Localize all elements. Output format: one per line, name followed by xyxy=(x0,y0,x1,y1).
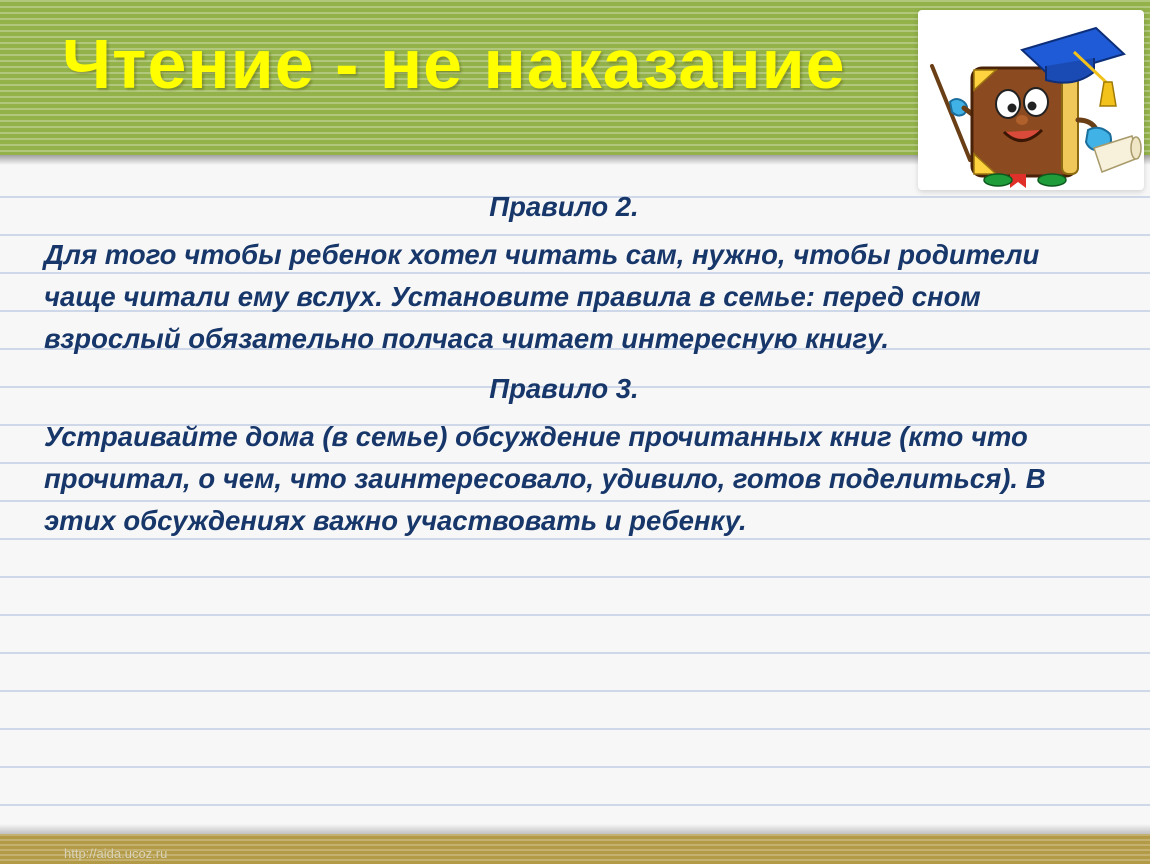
rules-content xyxy=(44,186,1084,550)
rule-3-text: Устраивайте дома (в семье) обсуждение прочитанных книг (кто что прочитал, о чем, что заинтересовало, удивило, готов поделиться). В этих обсуждениях важно участвовать и ребенку. xyxy=(44,421,1046,536)
book-mascot-illustration xyxy=(918,10,1144,190)
rule-3-heading: Правило 3. xyxy=(489,373,639,404)
slide-title: Чтение - не наказание xyxy=(62,25,846,103)
rule-2-text: Для того чтобы ребенок хотел читать сам, нужно, чтобы родители чаще читали ему вслух. Установите правила в семье: перед сном взрослый обязательно полчаса читает интересную книгу. xyxy=(44,239,1040,354)
footer-band xyxy=(0,834,1150,864)
rule-2-heading: Правило 2. xyxy=(489,191,639,222)
footer-shadow xyxy=(0,824,1150,834)
footer-source-url: http://aida.ucoz.ru xyxy=(64,846,168,861)
mascot-frame xyxy=(918,10,1144,190)
